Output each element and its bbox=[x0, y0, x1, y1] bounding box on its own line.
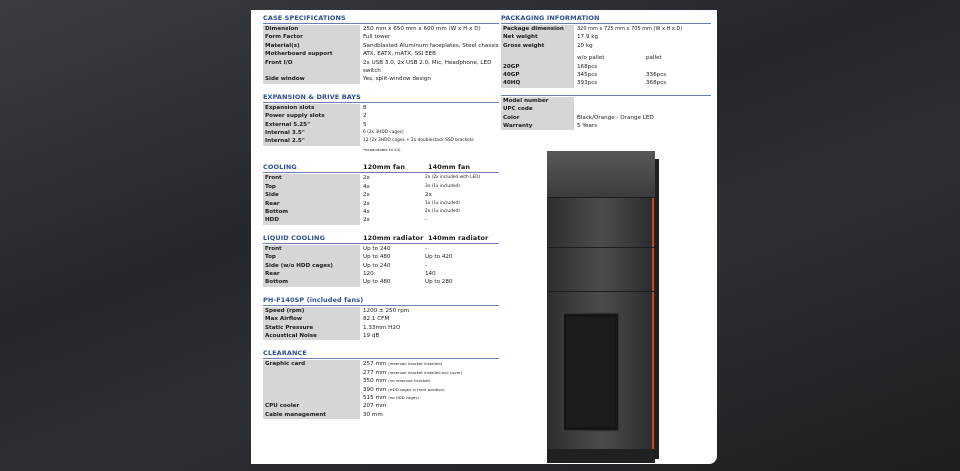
table-row bbox=[263, 253, 499, 261]
led-strip bbox=[652, 161, 654, 451]
table-row bbox=[263, 42, 499, 50]
row-value: 30 mm bbox=[363, 411, 383, 418]
table-row bbox=[263, 121, 499, 129]
row-label: HDD bbox=[263, 216, 360, 224]
packaging-table bbox=[501, 25, 711, 88]
left-column bbox=[263, 14, 499, 419]
case-side bbox=[655, 159, 659, 459]
table-row bbox=[263, 208, 499, 216]
row-value: 4x bbox=[363, 183, 370, 190]
table-row bbox=[263, 137, 499, 145]
row-label: Front bbox=[263, 245, 360, 253]
row-value: 2x USB 3.0, 2x USB 2.0, Mic, Headphone, LED switch bbox=[363, 59, 492, 75]
row-value: 2x bbox=[363, 175, 370, 182]
spec-sheet bbox=[251, 10, 717, 464]
section-heading-case-specs bbox=[263, 14, 499, 24]
cooling-table bbox=[263, 174, 499, 224]
row-label: Dimension bbox=[263, 25, 360, 33]
row-value: 2 bbox=[363, 113, 367, 120]
table-row bbox=[263, 183, 499, 191]
section-title: PH-F140SP (included fans) bbox=[263, 295, 364, 304]
case-product-image bbox=[545, 151, 666, 464]
section-title: CLEARANCE bbox=[263, 349, 307, 358]
table-row bbox=[501, 71, 711, 79]
clearance-value: 350 mm bbox=[363, 378, 387, 385]
table-row bbox=[263, 129, 499, 137]
table-row bbox=[263, 315, 499, 323]
table-row bbox=[501, 122, 711, 130]
table-row bbox=[263, 332, 499, 340]
clearance-line bbox=[363, 394, 499, 402]
row-value: 140 bbox=[425, 270, 436, 277]
row-value: 368pcs bbox=[646, 80, 667, 87]
row-value: 2x bbox=[425, 192, 432, 199]
row-value: 2x bbox=[363, 200, 370, 207]
row-label: Front I/O bbox=[263, 59, 360, 76]
row-value: 250 mm x 650 mm x 600 mm (W x H x D) bbox=[363, 26, 481, 32]
table-row bbox=[501, 63, 711, 71]
row-value: 2x (1x included) bbox=[425, 208, 460, 214]
section-title: PACKAGING INFORMATION bbox=[501, 14, 600, 22]
table-row bbox=[263, 146, 499, 154]
row-value: Up to 480 bbox=[363, 279, 391, 286]
clearance-value: 515 mm bbox=[363, 395, 387, 401]
clearance-line bbox=[363, 360, 499, 368]
clearance-line bbox=[363, 377, 499, 385]
table-row bbox=[263, 33, 499, 41]
clearance-line bbox=[363, 386, 499, 394]
row-label: Form Factor bbox=[263, 33, 360, 41]
row-label: Max Airflow bbox=[263, 315, 360, 323]
row-value: 2x bbox=[363, 192, 370, 199]
row-value: 1200 ± 250 rpm bbox=[363, 307, 410, 314]
table-row bbox=[263, 278, 499, 286]
row-value: - bbox=[425, 262, 428, 269]
row-label: External 5.25" bbox=[263, 121, 360, 129]
clearance-note: (HDD cages in front position) bbox=[388, 386, 445, 392]
clearance-table bbox=[263, 360, 499, 419]
row-value: Up to 480 bbox=[363, 254, 391, 261]
row-value: 82.1 CFM bbox=[363, 316, 390, 323]
graphic-card-values bbox=[360, 360, 499, 402]
section-heading-packaging bbox=[501, 14, 711, 24]
row-label: Side (w/o HDD cages) bbox=[263, 262, 360, 270]
liquid-cooling-table bbox=[263, 245, 499, 287]
row-label: Color bbox=[501, 114, 574, 122]
table-row bbox=[501, 105, 711, 113]
row-value: 168pcs bbox=[577, 63, 598, 70]
case-specs-table bbox=[263, 25, 499, 84]
table-row bbox=[263, 411, 499, 419]
section-title: LIQUID COOLING bbox=[263, 233, 325, 242]
row-value: 320 mm x 725 mm x 705 mm (W x H x D) bbox=[577, 26, 683, 32]
row-label: UPC code bbox=[501, 105, 574, 113]
section-title: COOLING bbox=[263, 163, 297, 172]
row-value: 336pcs bbox=[646, 72, 667, 79]
row-value: Up to 240 bbox=[363, 245, 391, 252]
row-value: 12 (2x 3HDD cages + 2x doublestack SSD brackets bbox=[363, 138, 474, 144]
table-row bbox=[263, 75, 499, 83]
row-label: Power supply slots bbox=[263, 112, 360, 120]
row-label: Static Pressure bbox=[263, 324, 360, 332]
row-label: Internal 3.5" bbox=[263, 129, 360, 137]
row-label: Material(s) bbox=[263, 42, 360, 50]
row-value: 1x (1x included) bbox=[425, 200, 460, 206]
row-value: Sandblasted Aluminum faceplates, Steel chassis bbox=[363, 42, 499, 49]
section-heading-expansion bbox=[263, 93, 499, 103]
table-row bbox=[263, 262, 499, 270]
row-label: Side window bbox=[263, 75, 360, 83]
clearance-note: (no HDD cages) bbox=[388, 395, 419, 400]
row-label: Bottom bbox=[263, 278, 360, 286]
table-row bbox=[263, 25, 499, 33]
row-value: Up to 240 bbox=[363, 262, 391, 269]
clearance-line bbox=[363, 369, 499, 377]
column-header: pallet bbox=[646, 55, 662, 62]
row-label: CPU cooler bbox=[263, 402, 360, 410]
product-table bbox=[501, 97, 711, 131]
row-value: Up to 420 bbox=[425, 254, 453, 261]
section-heading-cooling bbox=[263, 163, 499, 173]
row-value: 120 bbox=[363, 270, 374, 277]
row-label: 40GP bbox=[501, 71, 574, 79]
row-value: - bbox=[425, 217, 428, 224]
column-header: 140mm fan bbox=[428, 163, 471, 172]
table-row bbox=[501, 42, 711, 50]
table-row bbox=[263, 402, 499, 410]
row-label: Top bbox=[263, 253, 360, 261]
section-heading-included-fans bbox=[263, 296, 499, 306]
table-row bbox=[263, 104, 499, 112]
table-row bbox=[501, 114, 711, 122]
column-header: 120mm radiator bbox=[363, 233, 424, 242]
row-value: 5 Years bbox=[577, 123, 598, 130]
row-label: Rear bbox=[263, 270, 360, 278]
row-value: Full tower bbox=[363, 34, 391, 41]
section-title: CASE SPECIFICATIONS bbox=[263, 14, 346, 22]
row-label: Side bbox=[263, 191, 360, 199]
row-label: 20GP bbox=[501, 63, 574, 71]
column-header: 120mm fan bbox=[363, 163, 406, 172]
row-label: Gross weight bbox=[501, 42, 574, 50]
table-row bbox=[501, 33, 711, 41]
row-label: Motherboard support bbox=[263, 50, 360, 58]
row-label: Speed (rpm) bbox=[263, 307, 360, 315]
clearance-note: (reservoir bracket installed) bbox=[388, 361, 443, 367]
case-bottom bbox=[547, 449, 655, 463]
clearance-value: 277 mm bbox=[363, 369, 387, 376]
table-row bbox=[263, 270, 499, 278]
table-row bbox=[263, 360, 499, 402]
table-row bbox=[501, 25, 711, 33]
column-header: w/o pallet bbox=[577, 55, 605, 62]
clearance-value: 257 mm bbox=[363, 361, 387, 368]
row-label: Top bbox=[263, 183, 360, 191]
table-row bbox=[263, 245, 499, 253]
clearance-note: (reservoir bracket installed w/o cover) bbox=[388, 369, 463, 375]
row-label: Internal 2.5" bbox=[263, 137, 360, 145]
column-header: 140mm radiator bbox=[428, 233, 489, 242]
table-row bbox=[263, 324, 499, 332]
table-row bbox=[263, 307, 499, 315]
table-row bbox=[263, 191, 499, 199]
row-label: Package dimension bbox=[501, 25, 574, 33]
table-row bbox=[501, 97, 711, 105]
table-row bbox=[263, 200, 499, 208]
row-label-empty bbox=[263, 146, 360, 154]
included-fans-table bbox=[263, 307, 499, 341]
row-value: 6 (2x 3HDD cages) bbox=[363, 130, 404, 136]
section-heading-clearance bbox=[263, 349, 499, 359]
section-title: EXPANSION & DRIVE BAYS bbox=[263, 92, 361, 101]
table-row bbox=[501, 50, 711, 62]
row-value: Up to 280 bbox=[425, 279, 453, 286]
row-value: Yes, split-window design bbox=[363, 76, 431, 83]
row-value: 1.33mm H2O bbox=[363, 324, 401, 331]
row-label: Acoustical Noise bbox=[263, 332, 360, 340]
row-label: Rear bbox=[263, 200, 360, 208]
expansion-table bbox=[263, 104, 499, 154]
table-row bbox=[263, 59, 499, 76]
clearance-value: 390 mm bbox=[363, 386, 387, 393]
section-heading-liquid-cooling bbox=[263, 234, 499, 244]
row-value: 393pcs bbox=[577, 80, 598, 87]
row-value: 345pcs bbox=[577, 72, 598, 79]
row-value: ATX, EATX, mATX, SSI EEB bbox=[363, 51, 437, 58]
expansion-note: *expandable to 24) bbox=[363, 146, 401, 152]
row-value: 19 dB bbox=[363, 332, 380, 339]
row-label: 40HQ bbox=[501, 79, 574, 87]
row-value: 2x (2x included with LED) bbox=[425, 175, 481, 181]
clearance-note: (no reservoir bracket) bbox=[388, 378, 431, 384]
row-label: Front bbox=[263, 174, 360, 182]
row-value: 17.9 kg bbox=[577, 34, 599, 41]
row-label: Net weight bbox=[501, 33, 574, 41]
row-value: 5 bbox=[363, 121, 367, 128]
row-value: 2x bbox=[363, 217, 370, 224]
row-value: 207 mm bbox=[363, 403, 387, 410]
row-label: Cable management bbox=[263, 411, 360, 419]
row-label: Graphic card bbox=[263, 360, 360, 402]
table-row bbox=[263, 174, 499, 182]
table-row bbox=[263, 216, 499, 224]
table-row bbox=[501, 79, 711, 87]
table-row bbox=[263, 112, 499, 120]
case-top-bezel bbox=[547, 151, 655, 197]
row-value: 8 bbox=[363, 104, 367, 111]
row-label: Model number bbox=[501, 97, 574, 105]
row-label: Bottom bbox=[263, 208, 360, 216]
row-value: 4x bbox=[363, 208, 370, 215]
row-value: - bbox=[425, 245, 428, 252]
row-value: 3x (1x included) bbox=[425, 183, 460, 189]
row-value: 20 kg bbox=[577, 42, 593, 49]
row-label: Warranty bbox=[501, 122, 574, 130]
row-value: Black/Orange - Orange LED bbox=[577, 114, 654, 121]
row-label-empty bbox=[501, 50, 574, 62]
row-label: Expansion slots bbox=[263, 104, 360, 112]
right-column bbox=[501, 14, 711, 130]
table-row bbox=[263, 50, 499, 58]
